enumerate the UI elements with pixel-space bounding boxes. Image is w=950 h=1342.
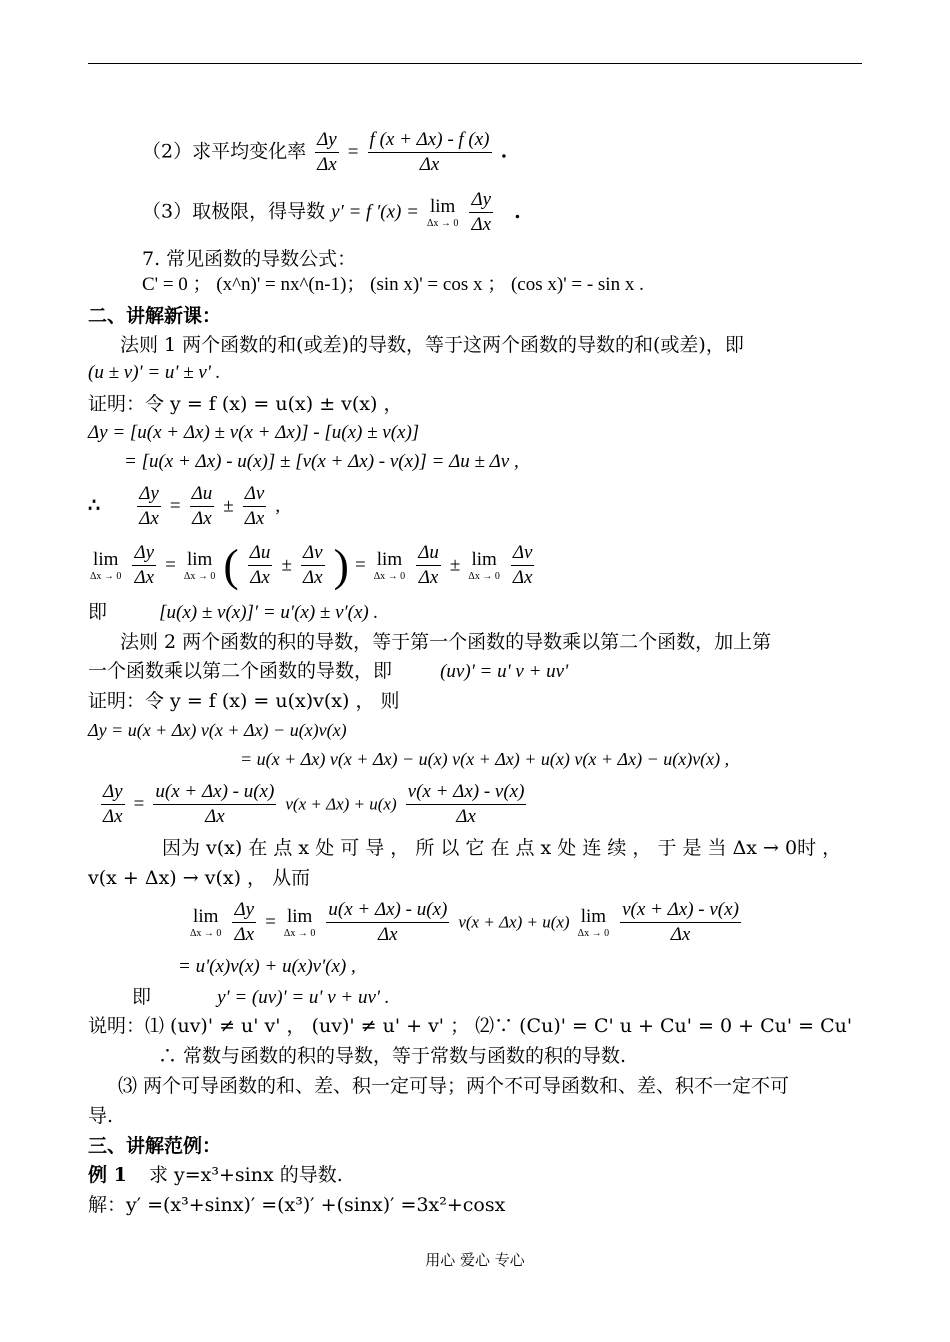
rule1-dy2: = [u(x + Δx) - u(x)] ± [v(x + Δx) - v(x)] = Δu ± Δv , — [124, 451, 519, 472]
rule1-formula: (u ± v)' = u' ± v' . — [88, 362, 221, 383]
example1-label: 例 1 — [88, 1164, 127, 1186]
rule2-because2: v(x + Δx) → v(x) ， 从而 — [88, 867, 311, 889]
formulas-heading: 7. 常见函数的导数公式： — [142, 248, 357, 270]
rule1-text: 法则 1 两个函数的和(或差)的导数，等于这两个函数的导数的和(或差)，即 — [120, 334, 744, 356]
rule2-dy2: = u(x + Δx) v(x + Δx) − u(x) v(x + Δx) + u(x) v(x + Δx) − u(x)v(x) , — [240, 749, 730, 769]
ratio-du-dx: $\frac{\Delta u}{\Delta x}$ — [191, 483, 213, 529]
notes-line2: ∴ 常数与函数的积的导数，等于常数与函数的积的导数. — [158, 1045, 627, 1067]
rule1-limit-line: lim Δx → 0 $\frac{\Delta y}{\Delta x}$ = lim Δx → 0 ( $\frac{\Delta u}{\Delta x}$ ± $\frac{\Delta v}{\Delta x}$ ) = lim Δx → 0 $\frac{\Delta u}{\Delta x}$ ± lim Δx → 0 $\frac{\Delta v}{\Delta x}$ — [90, 539, 533, 591]
rule1-ratio-line: ∴ $\frac{\Delta y}{\Delta x}$ = $\frac{\Delta u}{\Delta x}$ ± $\frac{\Delta v}{\Delta x}$ , — [88, 483, 281, 529]
section2-title: 二、讲解新课： — [88, 305, 222, 327]
step3-fraction: $\frac{\Delta y}{\Delta x}$ — [471, 189, 492, 235]
step2-line: （2）求平均变化率 $\frac{\Delta y}{\Delta x}$ = $\frac{f (x + \Delta x) - f (x)}{\Delta x}$ . — [142, 129, 508, 175]
example1-line — [88, 1163, 343, 1187]
header-rule — [88, 63, 862, 64]
step2-fraction-left: $\frac{\Delta y}{\Delta x}$ — [317, 129, 337, 175]
step3-label: （3）取极限，得导数 — [142, 200, 326, 223]
example1-solution: 解：y′ =(x³+sinx)′ =(x³)′ +(sinx)′ =3x²+cosx — [88, 1194, 506, 1216]
section3-title: 三、讲解范例： — [88, 1135, 222, 1157]
notes-line4: 导. — [88, 1105, 114, 1127]
example1-question: 求 y=x³+sinx 的导数. — [148, 1164, 343, 1186]
rule2-ratio-line: $\frac{\Delta y}{\Delta x}$ = $\frac{u(x + \Delta x) - u(x)}{\Delta x}$ v(x + Δx) + u(x) $\frac{v(x + \Delta x) - v(x)}{\Delta x}$ — [103, 781, 525, 827]
rule1-dy1: Δy = [u(x + Δx) ± v(x + Δx)] - [u(x) ± v(x)] — [88, 422, 420, 443]
rule2-final-line: 即 y' = (uv)' = u' v + uv' . — [132, 986, 390, 1008]
ratio-dy-dx: $\frac{\Delta y}{\Delta x}$ — [139, 483, 159, 529]
ratio-dv-dx: $\frac{\Delta v}{\Delta x}$ — [244, 483, 265, 529]
rule2-line2: 一个函数乘以第二个函数的导数，即 (uv)' = u' v + uv' — [88, 660, 569, 682]
rule2-result: = u'(x)v(x) + u(x)v'(x) , — [178, 956, 356, 977]
step2-label: （2）求平均变化率 — [142, 140, 307, 163]
step3-line: （3）取极限，得导数 y′ = f ′(x) = lim Δx → 0 $\frac{\Delta y}{\Delta x}$ . — [142, 189, 521, 235]
notes-line1: 说明：⑴ (uv)' ≠ u' v' ， (uv)' ≠ u' + v' ； ⑵∵ (Cu)' = C' u + Cu' = 0 + Cu' = Cu' — [88, 1015, 853, 1037]
formulas-line: C' = 0 ； (x^n)' = nx^(n-1)； (sin x)' = cos x ； (cos x)' = - sin x . — [142, 274, 644, 295]
rule1-conclusion-line: 即 [u(x) ± v(x)]′ = u′(x) ± v′(x) . — [88, 601, 379, 623]
limit-operator: lim Δx → 0 — [426, 195, 459, 229]
rule2-limit-line: lim Δx → 0 $\frac{\Delta y}{\Delta x}$ = lim Δx → 0 $\frac{u(x + \Delta x) - u(x)}{\Delta x}$ v(x + Δx) + u(x) lim Δx → 0 $\frac{v(x + \Delta x) - v(x)}{\Delta x}$ — [190, 899, 739, 945]
rule2-proof-intro: 证明：令 y = f (x) = u(x)v(x) ， 则 — [88, 690, 400, 712]
rule2-formula: (uv)' = u' v + uv' — [440, 661, 569, 682]
notes-line3: ⑶ 两个可导函数的和、差、积一定可导；两个不可导函数和、差、积不一定不可 — [118, 1075, 790, 1097]
page-footer: 用心 爱心 专心 — [425, 1251, 525, 1269]
rule2-line1: 法则 2 两个函数的积的导数，等于第一个函数的导数乘以第二个函数，加上第 — [120, 631, 772, 653]
rule2-final: y' = (uv)' = u' v + uv' . — [217, 987, 390, 1008]
rule1-conclusion: [u(x) ± v(x)]′ = u′(x) ± v′(x) . — [159, 602, 379, 623]
step2-fraction-right: $\frac{f (x + \Delta x) - f (x)}{\Delta x}$ — [369, 129, 490, 175]
rule2-dy1: Δy = u(x + Δx) v(x + Δx) − u(x)v(x) — [88, 720, 347, 740]
therefore-symbol: ∴ — [88, 494, 101, 517]
rule1-proof-intro: 证明：令 y = f (x) = u(x) ± v(x) ， — [88, 393, 403, 415]
rule2-because1: 因为 v(x) 在 点 x 处 可 导 ， 所 以 它 在 点 x 处 连 续 ， 于 是 当 Δx → 0时 ， — [162, 837, 842, 859]
